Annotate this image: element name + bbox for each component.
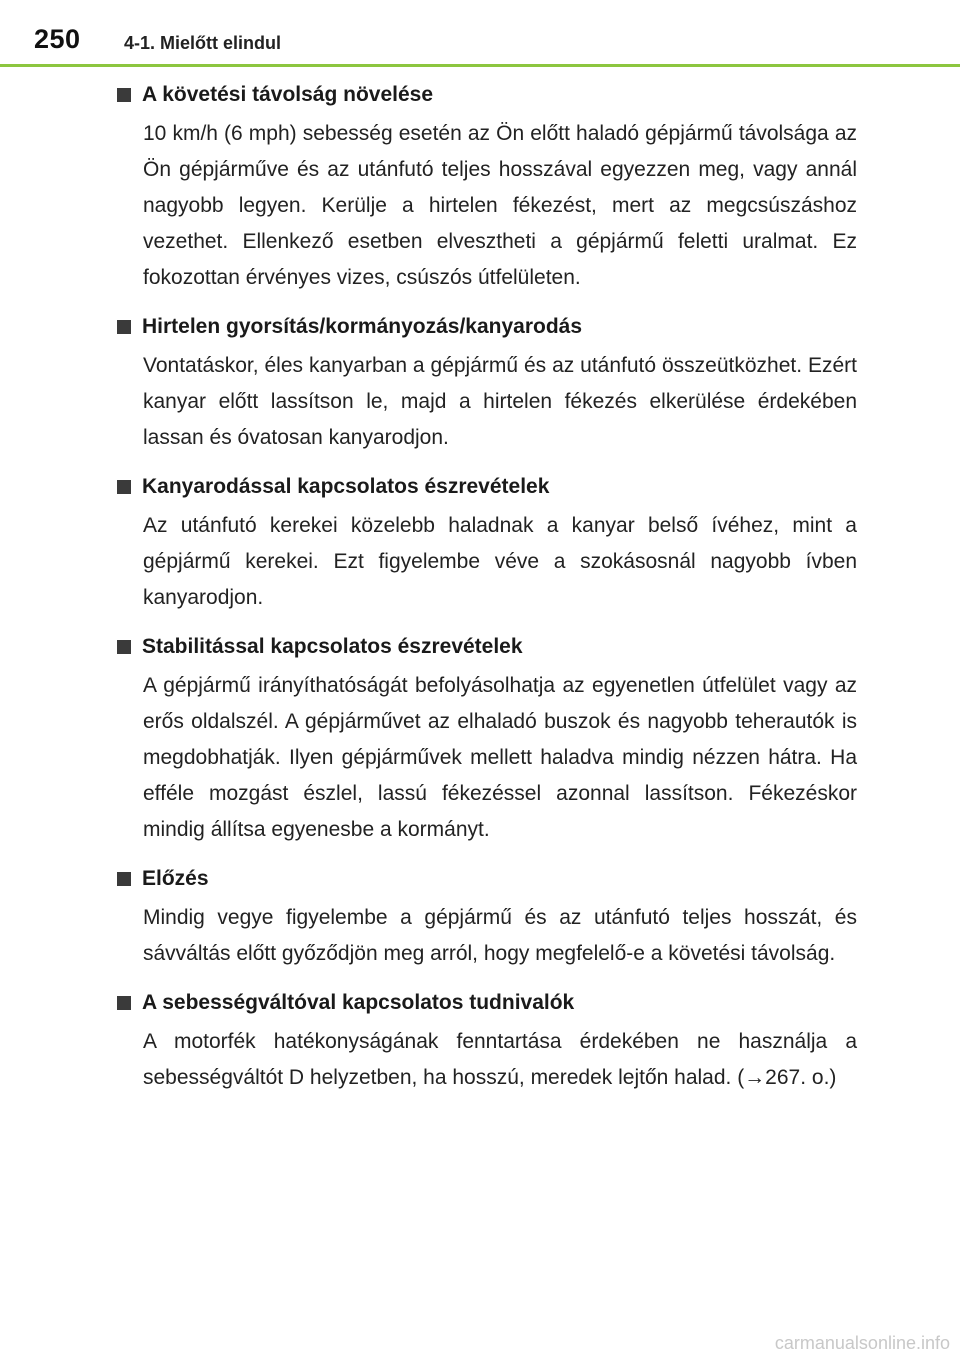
item-heading-text: Kanyarodással kapcsolatos észrevételek [142, 475, 550, 498]
item-body-text: Vontatáskor, éles kanyarban a gépjármű és az utánfutó összeütközhet. Ezért kanyar előtt lassítson le, majd a hirtelen fékezés elkerülése érdekében lassan és óvatosan kanyarodjon. [143, 354, 857, 449]
square-bullet-icon [117, 872, 131, 886]
square-bullet-icon [117, 996, 131, 1010]
item-heading-text: A sebességváltóval kapcsolatos tudnivalók [142, 991, 575, 1014]
item-body-text: A gépjármű irányíthatóságát befolyásolhatja az egyenetlen útfelület vagy az erős oldalszél. A gépjárművet az elhaladó buszok és nagyobb teherautók is megdobhatják. Ilyen gépjárművek mellett haladva mindig nézzen hátra. Ha efféle mozgást észlel, lassú fékezéssel azonnal lassítson. Fékezéskor mindig állítsa egyenesbe a kormányt. [143, 674, 857, 841]
item-body-text: A motorfék hatékonyságának fenntartása érdekében ne használja a sebességváltót D helyzetben, ha hosszú, meredek lejtőn halad. (→267. o.) [143, 1030, 857, 1089]
item-heading-text: Hirtelen gyorsítás/kormányozás/kanyarodás [142, 315, 583, 338]
square-bullet-icon [117, 480, 131, 494]
item-following-distance [117, 78, 857, 296]
item-stability-notes [117, 630, 857, 848]
item-heading [117, 310, 857, 344]
item-sudden-maneuvers [117, 310, 857, 456]
item-heading-text: A követési távolság növelése [142, 83, 434, 106]
page-header [0, 0, 960, 66]
page-number: 250 [34, 24, 81, 54]
item-heading-text: Előzés [142, 867, 209, 890]
item-heading [117, 470, 857, 504]
item-body-text: Mindig vegye figyelembe a gépjármű és az utánfutó teljes hosszát, és sávváltás előtt győződjön meg arról, hogy megfelelő-e a követési távolság. [143, 906, 857, 965]
item-heading [117, 78, 857, 112]
item-heading-text: Stabilitással kapcsolatos észrevételek [142, 635, 523, 658]
item-heading [117, 986, 857, 1020]
item-turning-notes [117, 470, 857, 616]
page-content [117, 78, 857, 1110]
square-bullet-icon [117, 320, 131, 334]
item-heading [117, 630, 857, 664]
header-divider [0, 64, 960, 67]
item-heading [117, 862, 857, 896]
item-overtaking [117, 862, 857, 972]
footer-watermark: carmanualsonline.info [774, 1333, 950, 1353]
item-body-text: Az utánfutó kerekei közelebb haladnak a kanyar belső ívéhez, mint a gépjármű kerekei. Ezt figyelembe véve a szokásosnál nagyobb ívben kanyarodjon. [143, 514, 857, 609]
item-body-text: 10 km/h (6 mph) sebesség esetén az Ön előtt haladó gépjármű távolsága az Ön gépjárműve és az utánfutó teljes hosszával egyezzen meg, vagy annál nagyobb legyen. Kerülje a hirtelen fékezést, mert az megcsúszáshoz vezethet. Ellenkező esetben elvesztheti a gépjármű feletti uralmat. Ez fokozottan érvényes vizes, csúszós útfelületen. [143, 122, 857, 289]
item-transmission-notes [117, 986, 857, 1096]
square-bullet-icon [117, 88, 131, 102]
square-bullet-icon [117, 640, 131, 654]
section-title: 4-1. Mielőtt elindul [124, 33, 282, 53]
